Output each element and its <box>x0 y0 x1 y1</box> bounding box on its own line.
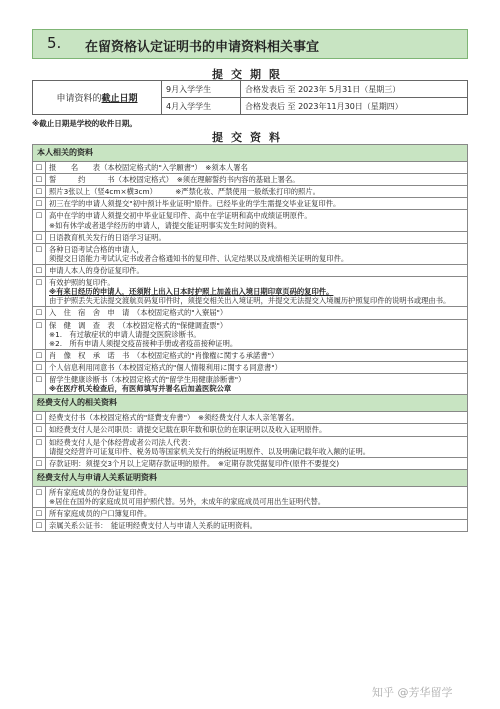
document-text <box>46 307 468 319</box>
group-title: 本人相关的资料 <box>33 145 468 162</box>
document-row <box>33 277 468 307</box>
deadline-note: ※截止日期是学校的收件日期。 <box>32 119 137 128</box>
document-line: ※2. 所有申请人须提交疫苗接种手册或者疫苗接种证明。 <box>49 338 238 348</box>
group-title: 经费支付人与申请人关系证明资料 <box>33 469 468 486</box>
document-text <box>46 349 468 361</box>
document-row <box>33 349 468 361</box>
document-line: ※居住在国外的家庭成员可用护照代替。另外，未成年的家庭成员可用出生证明代替。 <box>49 496 326 506</box>
deadline-who: 9月入学学生 <box>162 81 241 98</box>
checkbox[interactable]: ☐ <box>33 486 46 507</box>
document-line: 如经费支付人是公司职员：请提交记载在职年数和职位的在职证明以及收入证明原件。 <box>49 425 327 435</box>
document-row <box>33 231 468 243</box>
document-row <box>33 361 468 373</box>
document-line: 亲属关系公证书： 能证明经费支付人与申请人关系的证明资料。 <box>49 521 257 531</box>
checkbox[interactable]: ☐ <box>33 210 46 231</box>
document-text <box>46 424 468 436</box>
document-line: 所有家庭成员的户口簿复印件。 <box>49 509 152 519</box>
checkbox[interactable]: ☐ <box>33 186 46 198</box>
group-title: 经费支付人的相关资料 <box>33 395 468 412</box>
document-row <box>33 424 468 436</box>
document-line: 申请人本人的身份证复印件。 <box>49 265 144 275</box>
document-line: 初三在学的申请人须提交"初中预计毕业证明"原件。已经毕业的学生需提交毕业证复印件。 <box>49 199 341 209</box>
checkbox[interactable]: ☐ <box>33 319 46 349</box>
section-header <box>32 29 468 59</box>
checkbox[interactable]: ☐ <box>33 174 46 186</box>
deadline-label: 申请资料的截止日期 <box>33 81 162 115</box>
document-text <box>46 319 468 349</box>
document-row <box>33 374 468 395</box>
document-row <box>33 520 468 532</box>
document-text <box>46 174 468 186</box>
document-line: 誓 约 书（本校固定格式） ※须在理解誓约书内容的基础上署名。 <box>49 175 300 185</box>
document-row <box>33 174 468 186</box>
document-text <box>46 508 468 520</box>
document-line: 肖 像 权 承 诺 书 （本校固定格式的"肖像権に関する承諾書"） <box>49 350 279 360</box>
document-line: 由于护照丢失无法提交渡航页码复印件时，须提交相关出入境证明，并提交无法提交入境履历护照复印件的说明书或理由书。 <box>49 296 451 306</box>
document-line: 报 名 表（本校固定格式的"入学願書"） ※须本人署名 <box>49 163 248 172</box>
checkbox[interactable]: ☐ <box>33 520 46 532</box>
document-line: 存款证明：须提交3个月以上定期存款证明的原件。 ※定期存款凭据复印件(原件不要提交) <box>49 458 340 468</box>
document-line: 日语教育机关发行的日语学习证明。 <box>49 232 166 242</box>
section-title: 在留资格认定证明书的申请资料相关事宜 <box>85 40 320 55</box>
checkbox[interactable]: ☐ <box>33 231 46 243</box>
document-text <box>46 520 468 532</box>
checkbox[interactable]: ☐ <box>33 412 46 424</box>
document-text <box>46 198 468 210</box>
document-row <box>33 198 468 210</box>
document-text <box>46 436 468 457</box>
document-line: 如经费支付人是个体经营或者公司法人代表： <box>49 437 195 447</box>
deadline-date: 合格发表后 至 2023年11月30日（星期四） <box>241 98 468 115</box>
document-row <box>33 162 468 174</box>
checkbox[interactable]: ☐ <box>33 436 46 457</box>
document-line: 入 住 宿 舍 申 请 （本校固定格式的"入寮届"） <box>49 308 228 318</box>
document-text <box>46 210 468 231</box>
deadline-who: 4月入学学生 <box>162 98 241 115</box>
document-row <box>33 264 468 276</box>
document-text <box>46 361 468 373</box>
group-header <box>33 395 468 412</box>
document-row <box>33 486 468 507</box>
checkbox[interactable]: ☐ <box>33 424 46 436</box>
checkbox[interactable]: ☐ <box>33 162 46 174</box>
document-row <box>33 243 468 264</box>
checkbox[interactable]: ☐ <box>33 264 46 276</box>
document-text <box>46 277 468 307</box>
document-text <box>46 186 468 198</box>
group-header <box>33 145 468 162</box>
document-text <box>46 231 468 243</box>
document-line: ※有来日经历的申请人，还须附上出入日本时护照上加盖出入境日期印章页码的复印件。 <box>49 287 334 297</box>
checkbox[interactable]: ☐ <box>33 243 46 264</box>
checkbox[interactable]: ☐ <box>33 307 46 319</box>
watermark: 知乎 @芳华留学 <box>372 686 453 699</box>
document-row <box>33 307 468 319</box>
deadline-heading: 提交期限 <box>212 68 288 81</box>
document-line: 保 健 调 查 表 （本校固定格式的"保健调査票"） <box>49 320 228 330</box>
document-row <box>33 186 468 198</box>
checkbox[interactable]: ☐ <box>33 361 46 373</box>
deadline-table <box>32 80 468 115</box>
checkbox[interactable]: ☐ <box>33 198 46 210</box>
document-text <box>46 374 468 395</box>
document-line: 照片3张以上（竖4cm×横3cm） ※严禁化妆、严禁使用一般纸张打印的照片。 <box>49 187 320 197</box>
checkbox[interactable]: ☐ <box>33 374 46 395</box>
group-header <box>33 469 468 486</box>
section-number: 5. <box>47 34 62 52</box>
checkbox[interactable]: ☐ <box>33 277 46 307</box>
document-line: ※在医疗机关检查后，有医师填写并署名后加盖医院公章 <box>49 384 232 394</box>
document-line: 有效护照的复印件。 <box>49 278 115 288</box>
document-text <box>46 162 468 174</box>
documents-heading: 提交资料 <box>212 131 288 144</box>
checkbox[interactable]: ☐ <box>33 349 46 361</box>
document-line: 请提交经营许可证复印件、税务局等国家机关发行的纳税证明原件、以及明确记载年收入额的证明。 <box>49 446 371 456</box>
document-line: 各种日语考试合格的申请人， <box>49 244 144 254</box>
document-text <box>46 412 468 424</box>
document-row <box>33 436 468 457</box>
document-line: 须提交日语能力考试认定书或者合格通知书的复印件、认定结果以及成绩相关证明的复印件。 <box>49 253 349 263</box>
document-row <box>33 210 468 231</box>
deadline-date: 合格发表后 至 2023年 5月31日（星期三） <box>241 81 468 98</box>
document-line: 经费支付书（本校固定格式的"経費支弁書"） ※须经费支付人本人亲笔署名。 <box>49 413 299 423</box>
document-line: 所有家庭成员的身份证复印件。 <box>49 487 152 497</box>
document-line: ※如有休学或者退学经历的申请人，请提交能证明事实发生时间的资料。 <box>49 220 282 230</box>
documents-table <box>32 144 468 532</box>
document-line: 个人信息利用同意书（本校固定格式的"個人情報利用に関する同意書"） <box>49 362 282 372</box>
document-row <box>33 457 468 469</box>
document-row <box>33 412 468 424</box>
document-text <box>46 457 468 469</box>
document-line: ※1. 有过敏症状的申请人请提交医院诊断书。 <box>49 329 201 339</box>
document-text <box>46 486 468 507</box>
document-line: 留学生健康诊断书（本校固定格式的"留学生用健康診断書"） <box>49 375 246 385</box>
document-row <box>33 319 468 349</box>
document-row <box>33 508 468 520</box>
document-text <box>46 243 468 264</box>
checkbox[interactable]: ☐ <box>33 457 46 469</box>
document-text <box>46 264 468 276</box>
document-line: 高中在学的申请人须提交初中毕业证复印件、高中在学证明和高中成绩证明原件。 <box>49 211 312 221</box>
checkbox[interactable]: ☐ <box>33 508 46 520</box>
